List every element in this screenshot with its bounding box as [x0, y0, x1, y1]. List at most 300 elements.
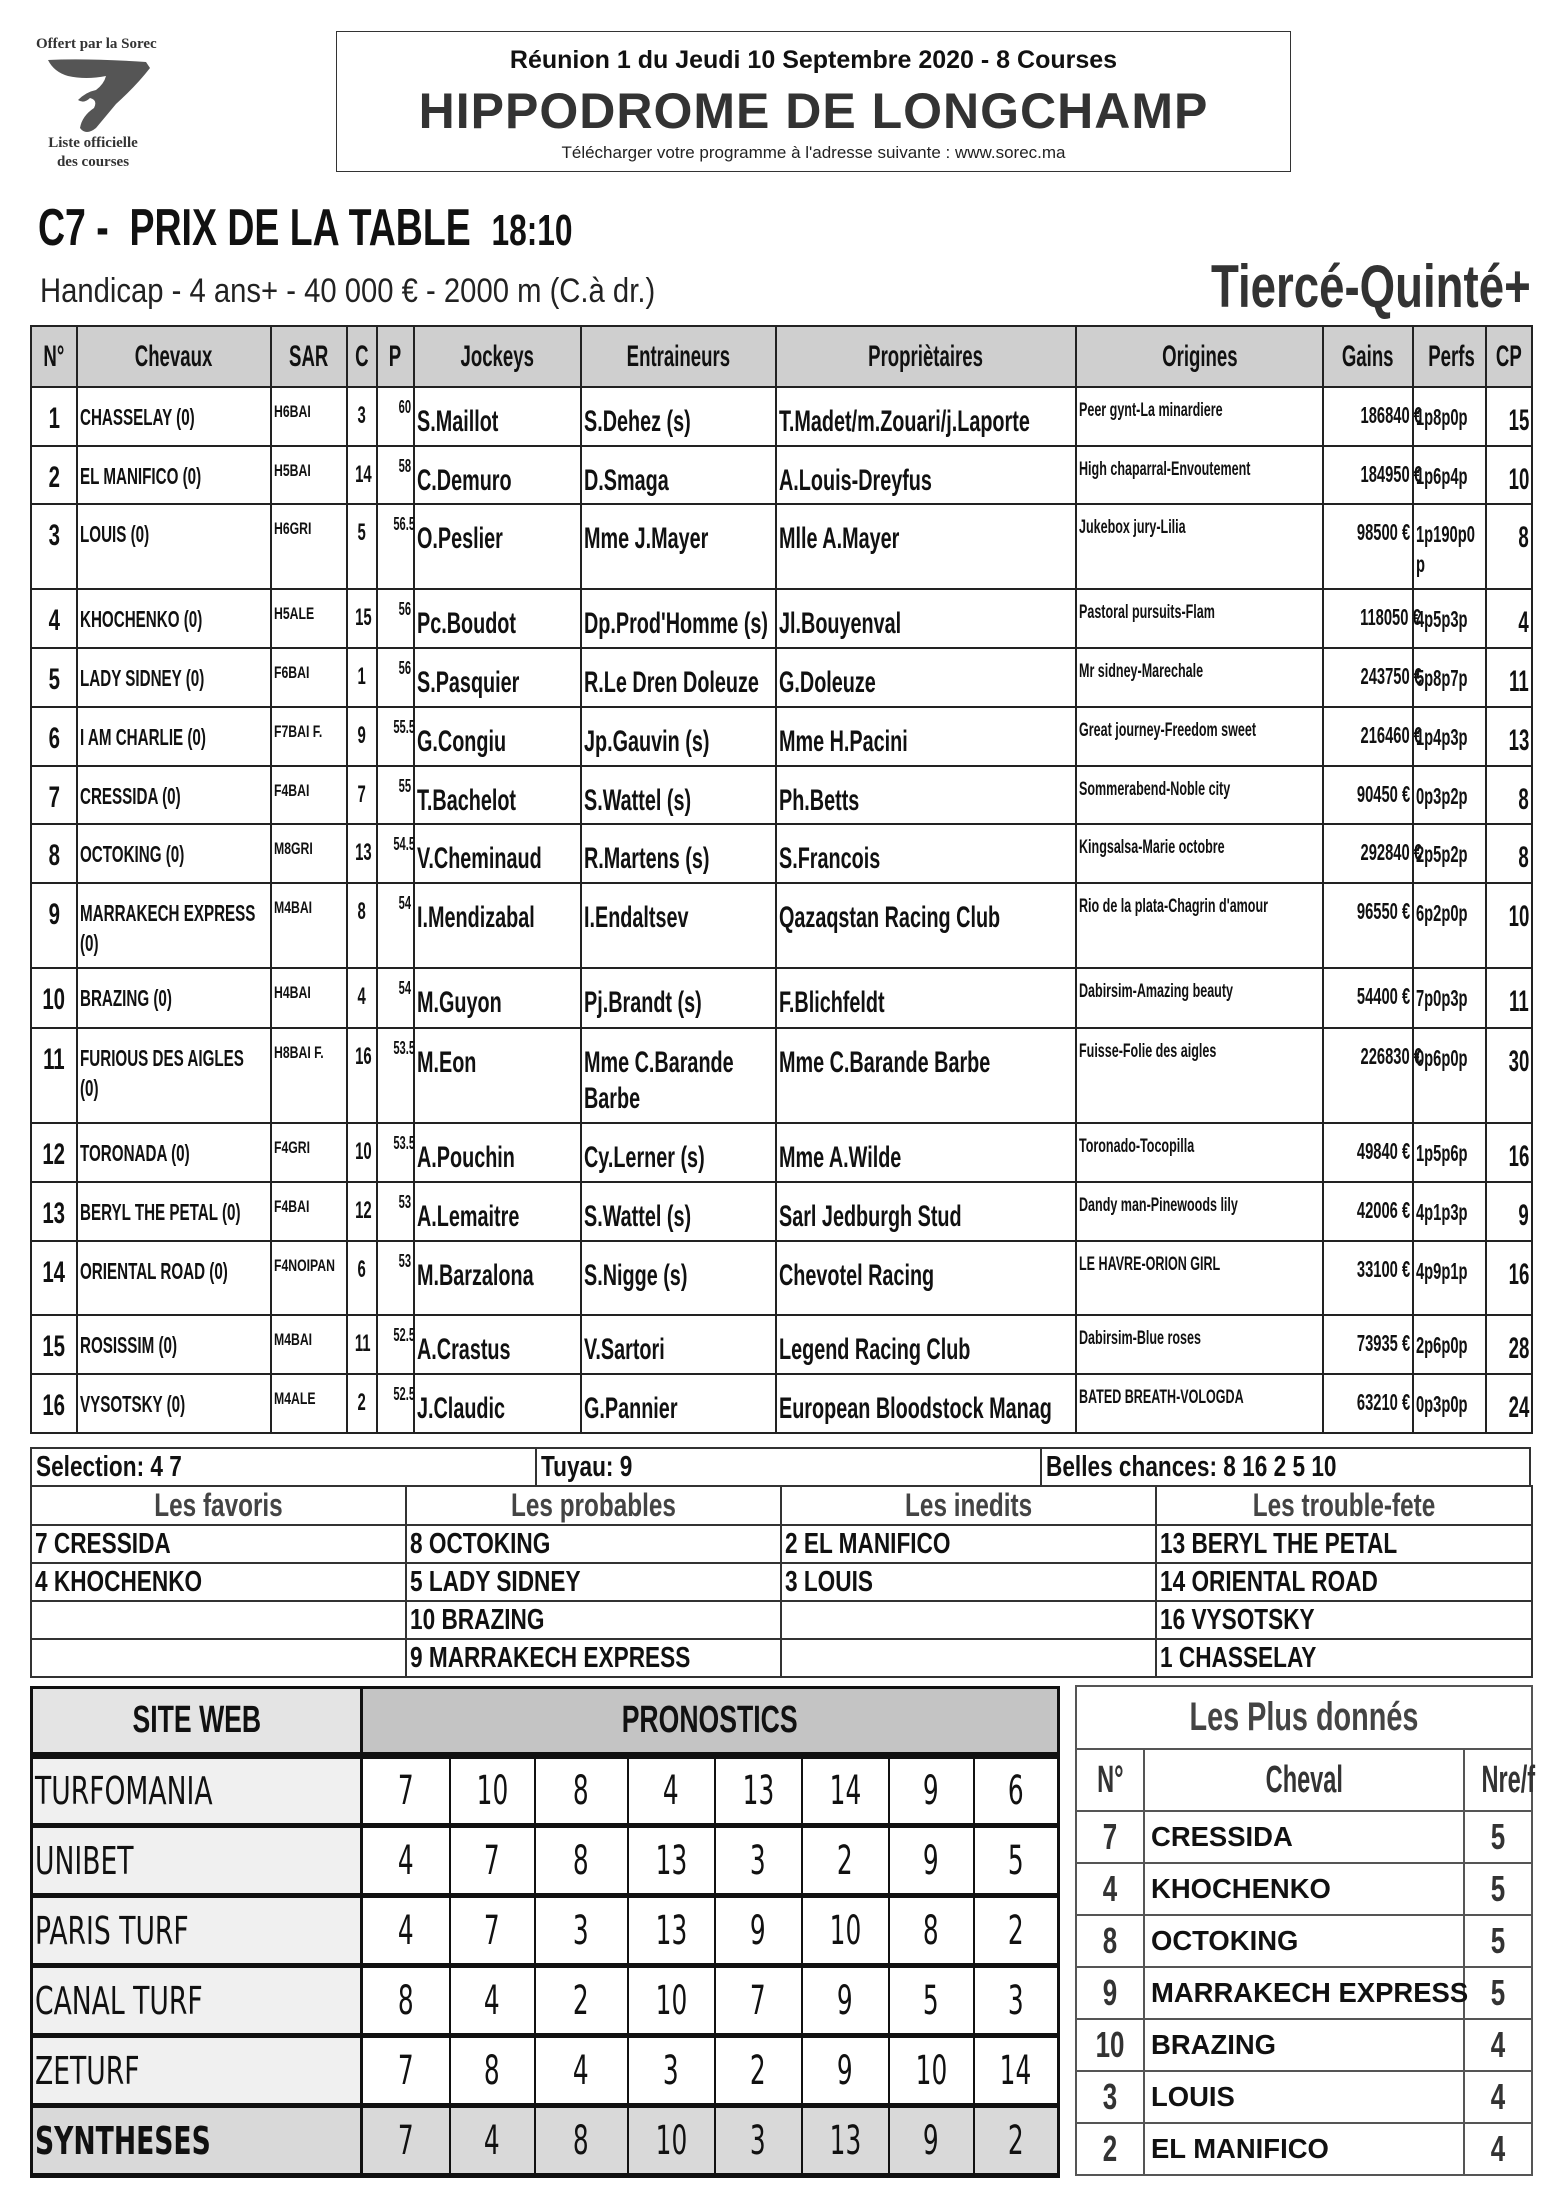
cell-c	[347, 1028, 377, 1123]
pick-number: 2	[1007, 1907, 1024, 1954]
cell-jockey	[414, 766, 581, 824]
racecourse-name: HIPPODROME DE LONGCHAMP	[418, 83, 1209, 139]
pick-cell	[450, 2036, 535, 2106]
cell-origin	[1076, 1028, 1323, 1123]
pick-number: 9	[750, 1907, 766, 1954]
pronostic-row	[32, 1896, 1059, 1966]
runner-row	[31, 766, 1532, 824]
p-value: 55.5	[393, 717, 416, 737]
horse-value: CRESSIDA (0)	[80, 783, 181, 809]
cell-p	[377, 387, 414, 446]
jockey-value: A.Pouchin	[417, 1141, 515, 1174]
gains-value: 63210 €	[1356, 1389, 1410, 1415]
plus-donnes-horse-cell	[1144, 2123, 1464, 2175]
c-value: 4	[357, 983, 367, 1010]
category-horse: 3 LOUIS	[785, 1565, 873, 1598]
cell-gains	[1323, 648, 1422, 707]
cell-p	[377, 766, 414, 824]
cell-num	[31, 648, 77, 707]
c-value: 3	[357, 402, 367, 429]
cell-gains	[1323, 446, 1422, 504]
jockey-value: A.Crastus	[417, 1333, 511, 1366]
logo-top-text: Offert par la Sorec	[36, 36, 157, 52]
owner-value: G.Doleuze	[779, 666, 876, 699]
cell-trainer	[581, 824, 776, 883]
cell-horse	[77, 824, 271, 883]
cell-cp	[1486, 766, 1532, 824]
sar-value: H5ALE	[274, 604, 315, 623]
cell-gains	[1323, 1182, 1413, 1241]
cell-origin	[1076, 883, 1323, 968]
gains-value: 118050 €	[1360, 604, 1421, 630]
cell-c	[347, 824, 377, 883]
cell-perfs	[1413, 1028, 1486, 1123]
owner-value: Qazaqstan Racing Club	[779, 901, 1001, 934]
cell-jockey	[414, 824, 581, 883]
jockey-value: M.Eon	[417, 1046, 477, 1079]
plus-donnes-count: 4	[1490, 2024, 1506, 2065]
p-value: 54	[398, 893, 411, 913]
p-value: 53	[398, 1251, 411, 1271]
plus-donnes-horse-cell	[1144, 1915, 1464, 1967]
site-name: CANAL TURF	[35, 1978, 203, 2023]
runner-row	[31, 1028, 1532, 1123]
runner-row	[31, 707, 1532, 766]
meeting-info: Réunion 1 du Jeudi 10 Septembre 2020 - 8 Courses	[509, 46, 1118, 74]
p-value: 56.5	[393, 514, 416, 534]
plus-donnes-count: 5	[1490, 1920, 1506, 1961]
cell-sar	[271, 883, 347, 968]
plus-donnes-num-cell	[1076, 1915, 1144, 1967]
cell-cp	[1486, 589, 1532, 648]
site-name: SYNTHESES	[35, 2118, 211, 2163]
origin-value: Toronado-Tocopilla	[1079, 1136, 1195, 1157]
category-cell	[1156, 1525, 1532, 1563]
cell-num	[31, 1123, 77, 1182]
cell-trainer	[581, 766, 776, 824]
cell-horse	[77, 1028, 271, 1123]
pick-cell	[889, 1756, 974, 1826]
cell-jockey	[414, 1123, 581, 1182]
plus-donnes-column-header	[1464, 1749, 1536, 1811]
cell-sar	[271, 766, 347, 824]
column-header-num	[31, 326, 77, 387]
runners-table	[30, 325, 1533, 1434]
categories-header-row	[31, 1486, 1532, 1525]
cell-c	[347, 766, 377, 824]
cell-perfs	[1413, 648, 1486, 707]
jockey-value: V.Cheminaud	[417, 842, 542, 875]
cell-trainer	[581, 446, 776, 504]
runner-row	[31, 1182, 1532, 1241]
perfs-value: 1p190p0p	[1416, 521, 1475, 577]
column-header-text: SAR	[289, 339, 329, 373]
horse-value: CHASSELAY (0)	[80, 404, 195, 430]
category-header-text: Les probables	[511, 1487, 676, 1523]
plus-donnes-column-text: N°	[1096, 1758, 1124, 1801]
category-horse: 8 OCTOKING	[410, 1527, 551, 1560]
c-value: 1	[357, 663, 367, 690]
column-header-text: Chevaux	[135, 339, 213, 373]
selection	[32, 1449, 537, 1485]
pick-number: 10	[915, 2047, 947, 2094]
category-row	[31, 1601, 1532, 1639]
pick-number: 13	[829, 2117, 861, 2164]
cell-jockey	[414, 1315, 581, 1374]
category-horse: 14 ORIENTAL ROAD	[1160, 1565, 1378, 1598]
cell-sar	[271, 968, 347, 1028]
gains-value: 226830 €	[1360, 1043, 1422, 1069]
cell-num	[31, 446, 77, 504]
pick-cell	[362, 2036, 450, 2106]
jockey-value: I.Mendizabal	[417, 901, 535, 934]
pick-cell	[535, 1826, 628, 1896]
sar-value: F7BAI F.	[274, 722, 323, 741]
runner-row	[31, 824, 1532, 883]
plus-donnes-num-cell	[1076, 1863, 1144, 1915]
category-header-text: Les inedits	[904, 1487, 1033, 1523]
sar-value: F4BAI	[274, 781, 310, 800]
plus-donnes-column-text: Nre/f	[1481, 1758, 1536, 1801]
jockey-value: S.Pasquier	[417, 666, 520, 699]
plus-donnes-count-cell	[1464, 1915, 1532, 1967]
cell-jockey	[414, 648, 581, 707]
origin-value: BATED BREATH-VOLOGDA	[1079, 1387, 1244, 1408]
site-name-cell	[32, 1896, 362, 1966]
cell-jockey	[414, 883, 581, 968]
plus-donnes-horse: MARRAKECH EXPRESS	[1151, 1977, 1469, 2008]
sar-value: H8BAI F.	[274, 1043, 324, 1062]
pick-number: 7	[397, 1768, 414, 1814]
c-value: 2	[357, 1389, 367, 1416]
belles-chances	[1042, 1449, 1529, 1485]
cell-origin	[1076, 707, 1323, 766]
belles-chances-text: Belles chances: 8 16 2 5 10	[1046, 1451, 1337, 1483]
origin-value: Dabirsim-Amazing beauty	[1079, 981, 1233, 1002]
plus-donnes-count-cell	[1464, 1967, 1532, 2019]
num-value: 10	[42, 983, 66, 1016]
selection-bar	[30, 1447, 1531, 1485]
cp-value: 11	[1509, 985, 1529, 1018]
category-cell	[31, 1639, 406, 1677]
sar-value: F4BAI	[274, 1197, 310, 1216]
column-header-text: C	[355, 339, 369, 373]
pick-number: 3	[750, 1837, 766, 1884]
cell-gains	[1323, 1374, 1413, 1433]
site-web-header	[32, 1688, 362, 1756]
cell-cp	[1486, 968, 1532, 1028]
gains-value: 96550 €	[1356, 898, 1410, 924]
cell-owner	[776, 446, 1076, 504]
category-cell	[781, 1639, 1156, 1677]
column-header-text: P	[389, 339, 402, 373]
column-header-text: Entraineurs	[626, 339, 731, 373]
c-value: 5	[357, 519, 367, 546]
owner-value: A.Louis-Dreyfus	[779, 464, 932, 497]
plus-donnes-horse-cell	[1144, 1811, 1464, 1863]
p-value: 53	[398, 1192, 411, 1212]
trainer-value: Mme J.Mayer	[584, 522, 709, 555]
plus-donnes-column-header	[1144, 1749, 1464, 1811]
cell-sar	[271, 1123, 347, 1182]
pick-cell	[715, 2106, 802, 2176]
runner-row	[31, 1374, 1532, 1433]
pick-number: 10	[829, 1907, 861, 1954]
cell-jockey	[414, 1241, 581, 1315]
bet-type	[1110, 252, 1531, 321]
pick-cell	[362, 1826, 450, 1896]
cell-p	[377, 446, 414, 504]
column-header-trainer	[581, 326, 776, 387]
jockey-value: M.Guyon	[417, 986, 502, 1019]
pick-cell	[974, 1826, 1059, 1896]
cp-value: 9	[1518, 1199, 1529, 1232]
cp-value: 16	[1508, 1258, 1529, 1291]
pick-cell	[889, 2036, 974, 2106]
cell-p	[377, 504, 414, 589]
cell-num	[31, 968, 77, 1028]
pick-number: 9	[837, 1977, 853, 2024]
site-web-header-text: SITE WEB	[132, 1699, 261, 1741]
c-value: 11	[354, 1330, 371, 1357]
cell-owner	[776, 883, 1076, 968]
category-row	[31, 1639, 1532, 1677]
origin-value: Peer gynt-La minardiere	[1079, 400, 1223, 421]
horse-value: ORIENTAL ROAD (0)	[80, 1258, 228, 1284]
horse-value: KHOCHENKO (0)	[80, 606, 203, 632]
cell-num	[31, 504, 77, 589]
pick-cell	[889, 1966, 974, 2036]
owner-value: Mlle A.Mayer	[779, 522, 900, 555]
site-name-cell	[32, 1756, 362, 1826]
cell-origin	[1076, 1241, 1323, 1315]
pronostic-row	[32, 1826, 1059, 1896]
sar-value: H5BAI	[274, 461, 311, 480]
cell-cp	[1486, 883, 1532, 968]
owner-value: F.Blichfeldt	[779, 986, 885, 1019]
plus-donnes-count: 4	[1490, 2128, 1506, 2169]
cell-jockey	[414, 707, 581, 766]
cell-horse	[77, 1123, 271, 1182]
num-value: 5	[48, 663, 60, 696]
cell-owner	[776, 1182, 1076, 1241]
trainer-value: Mme C.Barande Barbe	[584, 1046, 734, 1115]
perfs-value: 5p8p7p	[1416, 665, 1468, 691]
plus-donnes-table	[1075, 1685, 1536, 2176]
perfs-value: 4p9p1p	[1416, 1258, 1468, 1284]
trainer-value: S.Dehez (s)	[584, 405, 691, 438]
pick-number: 14	[829, 1768, 861, 1814]
cp-value: 13	[1508, 724, 1529, 757]
site-name-cell	[32, 2106, 362, 2176]
plus-donnes-horse: EL MANIFICO	[1151, 2133, 1329, 2164]
jockey-value: S.Maillot	[417, 405, 499, 438]
pick-number: 9	[837, 2047, 853, 2094]
pick-number: 3	[573, 1907, 589, 1954]
trainer-value: V.Sartori	[584, 1333, 665, 1366]
pick-cell	[628, 2036, 715, 2106]
site-name-cell	[32, 1966, 362, 2036]
column-header-jockey	[414, 326, 581, 387]
gains-value: 186840 €	[1360, 402, 1422, 428]
c-value: 10	[355, 1138, 372, 1165]
perfs-value: 0p6p0p	[1416, 1045, 1468, 1071]
race-conditions-text: Handicap - 4 ans+ - 40 000 € - 2000 m (C.à dr.)	[40, 272, 656, 310]
num-value: 11	[43, 1043, 65, 1076]
c-value: 15	[355, 604, 372, 631]
trainer-value: I.Endaltsev	[584, 901, 689, 934]
pick-cell	[535, 1966, 628, 2036]
category-header	[781, 1486, 1156, 1525]
pick-cell	[450, 2106, 535, 2176]
category-horse: 1 CHASSELAY	[1160, 1641, 1317, 1674]
cell-owner	[776, 1374, 1076, 1433]
meeting-header	[336, 31, 1291, 172]
cell-p	[377, 1241, 414, 1315]
cell-horse	[77, 387, 271, 446]
p-value: 56	[398, 599, 411, 619]
cell-jockey	[414, 446, 581, 504]
p-value: 56	[398, 658, 411, 678]
pick-number: 2	[573, 1977, 589, 2024]
pick-number: 8	[573, 1837, 589, 1884]
perfs-value: 2p6p0p	[1416, 1332, 1468, 1358]
cell-owner	[776, 1123, 1076, 1182]
cell-origin	[1076, 766, 1323, 824]
cell-trainer	[581, 1028, 776, 1123]
column-header-cp	[1486, 326, 1532, 387]
pick-cell	[802, 1756, 889, 1826]
pick-cell	[715, 2036, 802, 2106]
column-header-text: Origines	[1161, 339, 1238, 373]
cell-origin	[1076, 387, 1323, 446]
cell-sar	[271, 589, 347, 648]
cell-horse	[77, 766, 271, 824]
pick-cell	[450, 1826, 535, 1896]
cell-horse	[77, 648, 271, 707]
c-value: 16	[355, 1043, 372, 1070]
num-value: 15	[42, 1330, 66, 1363]
pick-number: 2	[837, 1837, 853, 1884]
cell-owner	[776, 766, 1076, 824]
cell-perfs	[1413, 446, 1486, 504]
owner-value: Jl.Bouyenval	[779, 607, 902, 640]
category-horse: 4 KHOCHENKO	[35, 1565, 203, 1598]
perfs-value: 4p5p3p	[1416, 606, 1468, 632]
gains-value: 33100 €	[1356, 1256, 1410, 1282]
p-value: 52.5	[393, 1384, 416, 1404]
gains-value: 73935 €	[1356, 1330, 1410, 1356]
perfs-value: 1p5p6p	[1416, 1140, 1468, 1166]
trainer-value: G.Pannier	[584, 1392, 678, 1425]
origin-value: Dandy man-Pinewoods lily	[1079, 1195, 1238, 1216]
trainer-value: S.Nigge (s)	[584, 1259, 688, 1292]
site-name-cell	[32, 2036, 362, 2106]
pick-number: 6	[1007, 1768, 1024, 1814]
cell-p	[377, 1374, 414, 1433]
gains-value: 98500 €	[1356, 519, 1410, 545]
origin-value: Mr sidney-Marechale	[1079, 661, 1204, 682]
cell-jockey	[414, 1028, 581, 1123]
trainer-value: R.Le Dren Doleuze	[584, 666, 759, 699]
cell-cp	[1486, 1374, 1532, 1433]
cell-jockey	[414, 1182, 581, 1241]
perfs-value: 0p3p2p	[1416, 783, 1468, 809]
pick-number: 7	[397, 2117, 414, 2164]
pick-cell	[628, 1896, 715, 1966]
gains-value: 216460 €	[1360, 722, 1422, 748]
pick-number: 8	[484, 2047, 500, 2094]
cell-gains	[1323, 824, 1422, 883]
owner-value: T.Madet/m.Zouari/j.Laporte	[779, 405, 1030, 438]
plus-donnes-count-cell	[1464, 2019, 1532, 2071]
cell-horse	[77, 1374, 271, 1433]
cell-gains	[1323, 1123, 1413, 1182]
cp-value: 28	[1508, 1332, 1529, 1365]
cell-origin	[1076, 648, 1323, 707]
cell-cp	[1486, 648, 1532, 707]
perfs-value: 1p4p3p	[1416, 724, 1468, 750]
c-value: 6	[357, 1256, 367, 1283]
pick-number: 4	[663, 1768, 679, 1814]
cell-num	[31, 1241, 77, 1315]
p-value: 53.5	[393, 1133, 416, 1153]
column-header-origin	[1076, 326, 1323, 387]
sar-value: H4BAI	[274, 983, 311, 1002]
jockey-value: C.Demuro	[417, 464, 512, 497]
pick-number: 14	[999, 2047, 1032, 2094]
jockey-value: O.Peslier	[417, 522, 503, 555]
cell-owner	[776, 387, 1076, 446]
column-header-perfs	[1413, 326, 1486, 387]
pick-cell	[362, 2106, 450, 2176]
site-name: TURFOMANIA	[35, 1769, 213, 1813]
pick-cell	[802, 2036, 889, 2106]
cell-cp	[1486, 707, 1532, 766]
gains-value: 42006 €	[1356, 1197, 1410, 1223]
runner-row	[31, 504, 1532, 589]
pick-cell	[974, 1896, 1059, 1966]
cell-owner	[776, 968, 1076, 1028]
cell-perfs	[1413, 1182, 1486, 1241]
cell-num	[31, 766, 77, 824]
p-value: 54.5	[393, 834, 416, 854]
plus-donnes-num: 4	[1102, 1868, 1118, 1909]
cell-perfs	[1413, 1315, 1486, 1374]
cell-p	[377, 824, 414, 883]
pick-cell	[535, 1896, 628, 1966]
site-name: UNIBET	[35, 1838, 134, 1883]
cell-c	[347, 1182, 377, 1241]
column-header-text: Perfs	[1428, 339, 1475, 373]
pick-number: 4	[573, 2047, 589, 2094]
plus-donnes-row	[1076, 1863, 1532, 1915]
cell-gains	[1323, 883, 1413, 968]
site-name-cell	[32, 1826, 362, 1896]
gains-value: 49840 €	[1356, 1138, 1410, 1164]
pick-cell	[535, 2106, 628, 2176]
jockey-value: G.Congiu	[417, 725, 507, 758]
pick-cell	[802, 1826, 889, 1896]
cp-value: 10	[1508, 900, 1529, 933]
cell-jockey	[414, 504, 581, 589]
cell-num	[31, 707, 77, 766]
num-value: 7	[48, 781, 60, 814]
column-header-text: N°	[43, 339, 65, 373]
pick-number: 7	[484, 1837, 500, 1884]
num-value: 9	[48, 898, 60, 931]
plus-donnes-count-cell	[1464, 2071, 1532, 2123]
